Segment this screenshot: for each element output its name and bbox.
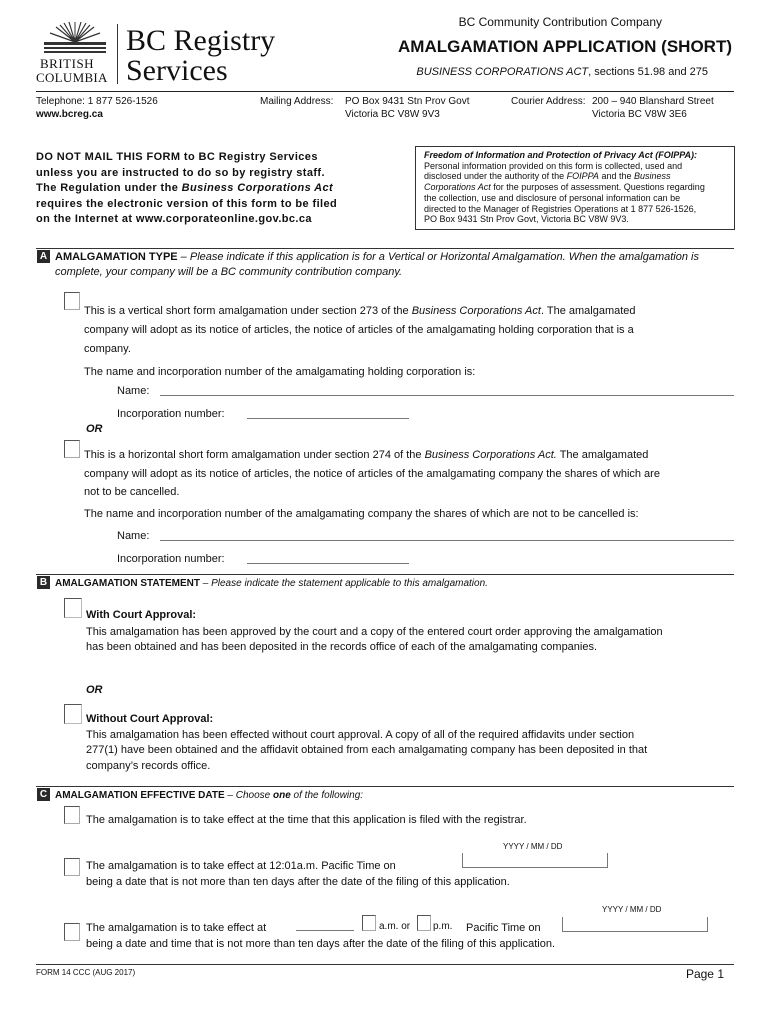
vertical-amalgamation-checkbox[interactable]: [64, 292, 80, 310]
foippa-line2-c: and the: [598, 171, 634, 182]
notice-line5: on the Internet at www.corporateonline.gov.bc.ca: [36, 213, 312, 225]
with-court-line1: This amalgamation has been approved by the court and a copy of the entered court order approving the amalgamation: [86, 626, 663, 638]
horizontal-line1: [84, 449, 648, 461]
section-a-letter: A: [37, 250, 50, 263]
mailing-line2: Victoria BC V8W 9V3: [345, 109, 440, 120]
section-a-instruction2: complete, your company will be a BC community contribution company.: [55, 266, 403, 278]
horizontal-line1-a: This is a horizontal short form amalgamation under section 274 of the: [84, 449, 425, 461]
section-b-instruction: – Please indicate the statement applicable to this amalgamation.: [199, 578, 488, 589]
logo-line2: COLUMBIA: [36, 70, 108, 85]
section-b-title: AMALGAMATION STATEMENT: [55, 578, 200, 589]
date-format-label-2: YYYY / MM / DD: [602, 905, 662, 914]
act-reference: [416, 66, 708, 78]
pm-label: p.m.: [433, 921, 453, 932]
effective-specific-time-checkbox[interactable]: [64, 923, 80, 941]
courier-line1: 200 – 940 Blanshard Street: [592, 96, 714, 107]
section-c-title: AMALGAMATION EFFECTIVE DATE: [55, 790, 225, 801]
vertical-incorp-field[interactable]: [247, 418, 409, 419]
section-c-rule: [36, 786, 734, 787]
section-a-or: OR: [86, 423, 103, 435]
notice-line3-text: The Regulation under the: [36, 182, 182, 194]
foippa-line3-b: for the purposes of assessment. Questions regarding: [490, 182, 705, 193]
vertical-name-label: Name:: [117, 385, 150, 397]
notice-line3: [36, 181, 333, 197]
notice-line4: requires the electronic version of this form to be filed: [36, 197, 338, 210]
courier-label: Courier Address:: [511, 96, 586, 107]
section-b-rule: [36, 574, 734, 575]
vertical-incorp-label: Incorporation number:: [117, 408, 225, 420]
horizontal-incorp-label: Incorporation number:: [117, 553, 225, 565]
section-c-heading: [55, 790, 363, 801]
foippa-line2-b: FOIPPA: [566, 171, 599, 182]
with-court-approval-checkbox[interactable]: [64, 598, 82, 618]
option2-line2: being a date that is not more than ten days after the date of the filing of this application.: [86, 876, 510, 888]
website-link[interactable]: www.bcreg.ca: [36, 109, 103, 120]
date-format-label-1: YYYY / MM / DD: [503, 842, 563, 851]
mailing-label: Mailing Address:: [260, 96, 334, 107]
vertical-line3: company.: [84, 343, 131, 355]
foippa-line3: [424, 182, 705, 193]
act-name: BUSINESS CORPORATIONS ACT: [416, 66, 589, 78]
logo-line1: BRITISH: [40, 56, 95, 71]
foippa-box: [415, 146, 735, 230]
effective-date-input-2[interactable]: [562, 917, 708, 932]
act-sections: , sections 51.98 and 275: [588, 66, 708, 78]
vertical-line1: [84, 301, 636, 321]
section-c-instruction-a: – Choose: [224, 790, 273, 801]
effective-1201-checkbox[interactable]: [64, 858, 80, 876]
section-c-instruction-b: one: [273, 790, 291, 801]
horizontal-line3: not to be cancelled.: [84, 486, 180, 498]
foippa-line2-d: Business: [633, 171, 671, 182]
horizontal-name-label: Name:: [117, 530, 150, 542]
horizontal-line1-c: The amalgamated: [556, 449, 649, 461]
section-b-letter: B: [37, 576, 50, 589]
option3-text-b: Pacific Time on: [466, 922, 541, 934]
header-rule: [36, 91, 734, 92]
effective-on-filing-checkbox[interactable]: [64, 806, 80, 824]
logo-divider: [117, 24, 118, 84]
without-court-line2: 277(1) have been obtained and the affidavit obtained from each amalgamating company has been deposited in that: [86, 744, 648, 756]
without-court-line1: This amalgamation has been effected without court approval. A copy of all of the required affidavits under section: [86, 729, 635, 741]
vertical-line1-b: Business Corporations Act: [411, 305, 541, 317]
section-a-rule: [36, 248, 734, 249]
foippa-line4: the collection, use and disclosure of personal information can be: [424, 192, 681, 203]
telephone: Telephone: 1 877 526-1526: [36, 96, 158, 107]
with-court-title: With Court Approval:: [86, 609, 197, 621]
section-a-heading: [55, 251, 699, 263]
foippa-line3-a: Corporations Act: [424, 182, 491, 193]
form-id: FORM 14 CCC (AUG 2017): [36, 968, 136, 977]
bc-logo: [36, 20, 114, 84]
foippa-line5: directed to the Manager of Registries Operations at 1 877 526-1526,: [424, 203, 697, 214]
pm-checkbox[interactable]: [417, 915, 431, 931]
horizontal-name-prompt: The name and incorporation number of the amalgamating company the shares of which are not to be cancelled is:: [84, 508, 639, 520]
horizontal-amalgamation-checkbox[interactable]: [64, 440, 80, 458]
foippa-line1: Personal information provided on this form is collected, used and: [424, 160, 683, 171]
without-court-approval-checkbox[interactable]: [64, 704, 82, 724]
foippa-line6: PO Box 9431 Stn Prov Govt, Victoria BC V8W 9V3.: [424, 214, 629, 225]
brand-line2: Services: [126, 54, 228, 87]
option1-text: The amalgamation is to take effect at the time that this application is filed with the registrar.: [86, 814, 527, 826]
section-b-heading: [55, 578, 488, 589]
section-c-instruction-c: of the following:: [290, 790, 364, 801]
section-c-letter: C: [37, 788, 50, 801]
effective-time-field[interactable]: [296, 930, 354, 931]
without-court-title: Without Court Approval:: [86, 713, 214, 725]
bc-crest-icon: [36, 20, 114, 56]
without-court-line3: company’s records office.: [86, 760, 211, 772]
horizontal-incorp-field[interactable]: [247, 563, 409, 564]
am-checkbox[interactable]: [362, 915, 376, 931]
notice-act-name: Business Corporations Act: [181, 182, 334, 194]
option3-line2: being a date and time that is not more than ten days after the date of the filing of this application.: [86, 938, 556, 950]
company-type: BC Community Contribution Company: [458, 15, 662, 29]
mailing-line1: PO Box 9431 Stn Prov Govt: [345, 96, 470, 107]
vertical-line2: company will adopt as its notice of articles, the notice of articles of the amalgamating holding corporation that is a: [84, 324, 634, 336]
vertical-line1-a: This is a vertical short form amalgamation under section 273 of the: [84, 305, 412, 317]
foippa-title: Freedom of Information and Protection of Privacy Act (FOIPPA):: [424, 150, 698, 160]
vertical-line1-c: . The amalgamated: [540, 305, 636, 317]
option3-text-a: The amalgamation is to take effect at: [86, 922, 267, 934]
horizontal-line2: company will adopt as its notice of articles, the notice of articles of the amalgamating company the shares of which are: [84, 468, 660, 480]
vertical-name-field[interactable]: [160, 395, 734, 396]
section-a-instruction1: – Please indicate if this application is for a Vertical or Horizontal Amalgamation. When the amalgamation is: [177, 251, 699, 263]
section-b-or: OR: [86, 684, 103, 696]
am-label: a.m. or: [379, 921, 411, 932]
with-court-line2: has been obtained and has been deposited in the records office of each of the amalgamating companies.: [86, 641, 598, 653]
foippa-line2-a: disclosed under the authority of the: [424, 171, 567, 182]
option2-line1: The amalgamation is to take effect at 12:01a.m. Pacific Time on: [86, 860, 396, 872]
horizontal-line1-b: Business Corporations Act.: [424, 449, 557, 461]
footer-rule: [36, 964, 734, 965]
notice-line2: unless you are instructed to do so by registry staff.: [36, 166, 325, 179]
horizontal-name-field[interactable]: [160, 540, 734, 541]
courier-line2: Victoria BC V8W 3E6: [592, 109, 687, 120]
brand-line1: BC Registry: [126, 24, 276, 57]
effective-date-input-1[interactable]: [462, 853, 608, 868]
form-title: AMALGAMATION APPLICATION (SHORT): [398, 37, 732, 56]
foippa-line2: [424, 171, 671, 182]
page-number: Page 1: [685, 967, 724, 981]
section-a-title: AMALGAMATION TYPE: [55, 251, 178, 263]
vertical-name-prompt: The name and incorporation number of the amalgamating holding corporation is:: [84, 366, 476, 378]
notice-line1: DO NOT MAIL THIS FORM to BC Registry Services: [36, 151, 318, 163]
